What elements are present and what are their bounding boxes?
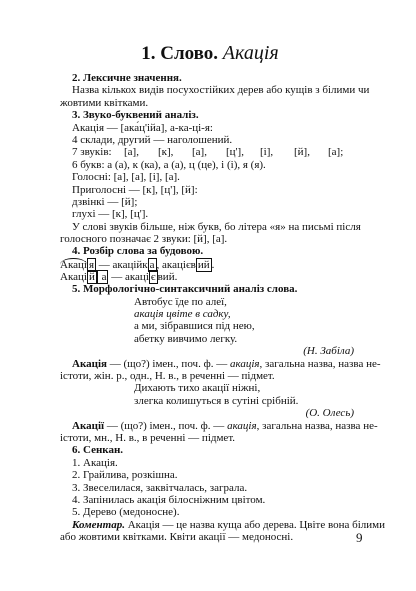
- sounds-label: 7 звуків:: [72, 146, 112, 159]
- root: Акаці: [60, 258, 87, 271]
- sound: [а],: [192, 146, 207, 159]
- analysis-2-cont: істоти, мн., Н. в., в реченні — підмет.: [60, 431, 236, 444]
- sound: [к],: [158, 146, 174, 159]
- poem-line: Автобус їде по алеї,: [134, 295, 227, 308]
- phonetic-voiceless: глухі — [к], [ц'].: [72, 208, 149, 221]
- poem-line: абетку вивчимо легку.: [134, 332, 238, 345]
- phonetic-voiced: дзвінкі — [й];: [72, 195, 138, 208]
- analysis-word: Акації: [72, 419, 105, 432]
- analysis-word: Акація: [72, 357, 107, 370]
- phonetic-letters: 6 букв: а (а), к (ка), а (а), ц (це), і (і), я (я).: [72, 158, 266, 171]
- poem-author: (О. Олесь): [305, 407, 354, 420]
- analysis-2: [60, 419, 378, 432]
- root: Акаці: [60, 270, 87, 283]
- sound: [а],: [124, 146, 139, 159]
- phonetic-sounds: [60, 146, 360, 158]
- phonetic-vowels: Голосні: [а], [а], [і], [а].: [72, 171, 180, 184]
- ending: а: [149, 258, 155, 271]
- comment-label: Коментар.: [72, 518, 125, 531]
- analysis-text: — (що?) імен., поч. ф. —: [109, 357, 228, 370]
- ending: є: [150, 270, 156, 283]
- analysis-1: [60, 357, 381, 370]
- morpheme-text: , акац: [156, 258, 183, 271]
- phonetic-consonants: Приголосні — [к], [ц'], [й]:: [72, 183, 198, 196]
- ending: ий: [197, 258, 210, 271]
- sound: [ц'],: [226, 146, 244, 159]
- phonetic-note-2: голосного позначає 2 звуки: [й], [а].: [60, 233, 228, 246]
- cinquain-item: 3. Звеселилася, заквітчалась, заграла.: [72, 481, 248, 494]
- poem-line-text: акація цвіте в садку,: [134, 308, 231, 321]
- analysis-text: , загальна назва, назва не-: [259, 357, 381, 370]
- analysis-1-cont: істоти, жін. р., одн., Н. в., в реченні — підмет.: [60, 369, 275, 382]
- ending: й: [88, 270, 95, 283]
- analysis-text: , загальна назва, назва не-: [256, 419, 378, 432]
- cinquain-item: 1. Акація.: [72, 456, 118, 469]
- lexical-heading: 2. Лексичне значення.: [72, 72, 182, 84]
- page-number: 9: [356, 530, 363, 545]
- page-title: [60, 42, 360, 65]
- page: [60, 0, 385, 591]
- ending: а: [98, 270, 107, 283]
- phonetic-note-1: У слові звуків більше, ніж букв, бо літера «я» на письмі після: [72, 220, 361, 233]
- comment-text: Акація — це назва куща або дерева. Цвіте вона білими: [124, 518, 385, 531]
- morphemic-line-2: [60, 271, 360, 283]
- suffix: ієв: [182, 258, 196, 271]
- lexical-text-1: Назва кількох видів посухостійких дерев або кущів з білими чи: [72, 84, 370, 97]
- sound: [а];: [328, 146, 344, 159]
- cinquain-item: 2. Грайлива, розкішна.: [72, 469, 178, 482]
- suffix: к: [142, 258, 148, 271]
- cinquain-heading: 6. Сенкан.: [72, 444, 124, 457]
- morpheme-text: вий.: [157, 270, 178, 283]
- syntax-heading: 5. Морфологічно-синтаксичний аналіз слова.: [72, 283, 298, 296]
- analysis-text: акація: [227, 419, 257, 432]
- poem-line: а ми, зібравшися під нею,: [134, 320, 255, 333]
- poem-line: Дихають тихо акації ніжні,: [134, 382, 261, 395]
- comment-line-1: [60, 518, 385, 531]
- morphemic-heading: 4. Розбір слова за будовою.: [72, 245, 204, 258]
- morpheme-text: .: [211, 258, 215, 271]
- sound: [й],: [294, 146, 310, 159]
- phonetic-heading: 3. Звуко-буквений аналіз.: [72, 109, 199, 122]
- morpheme-text: — акацій: [96, 258, 143, 271]
- cinquain-item: 4. Запінилась акація білосніжним цвітом.: [72, 493, 266, 506]
- poem-author: (Н. Забіла): [303, 345, 354, 358]
- phonetic-transcription: Акація — [ака́ц'ійа], а-ка-ці-я:: [72, 121, 213, 134]
- analysis-text: — (що?) імен., поч. ф. —: [106, 419, 225, 432]
- poem-line: злегка колишуться в сутіні срібній.: [134, 394, 299, 407]
- phonetic-syllables: 4 склади, другий — наголошений.: [72, 133, 233, 146]
- title-number: 1. Слово.: [141, 43, 219, 64]
- poem-line: [60, 308, 360, 320]
- analysis-text: акація: [229, 357, 260, 370]
- sound: [і],: [260, 146, 274, 159]
- morphemic-line-1: [60, 258, 360, 271]
- lexical-text-2: жовтими квітками.: [60, 96, 149, 109]
- comment-line-2: або жовтими квітками. Квіти акації — медоносні.: [60, 531, 294, 544]
- ending: я: [88, 258, 95, 271]
- cinquain-item: 5. Дерево (медоносне).: [72, 506, 180, 519]
- morpheme-text: — акаці: [108, 270, 149, 283]
- title-word: Акація: [222, 42, 279, 64]
- page-content: [60, 72, 385, 544]
